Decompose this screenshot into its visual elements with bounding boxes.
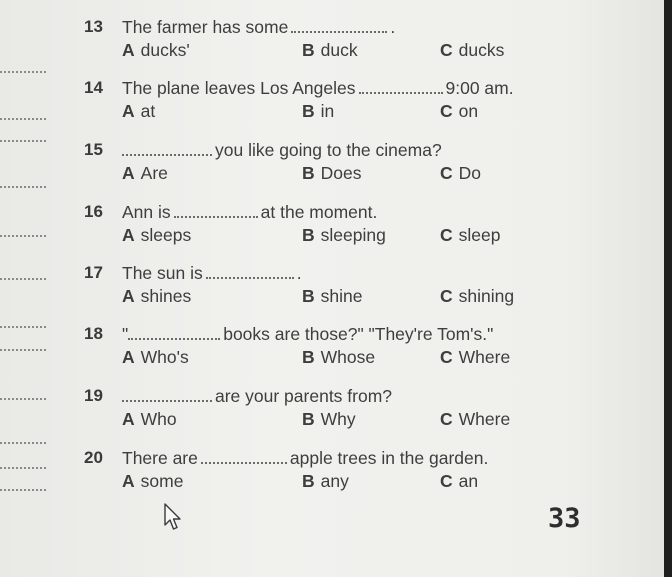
question-text	[122, 17, 395, 38]
question-text-after: are your parents from?	[215, 386, 393, 406]
option-text: Are	[140, 163, 168, 183]
question-text-after: apple trees in the garden.	[289, 448, 489, 468]
option-letter: A	[122, 471, 135, 491]
question-19	[0, 386, 600, 434]
question-text	[122, 386, 392, 407]
option-b[interactable]	[302, 286, 362, 307]
question-text	[122, 78, 514, 99]
option-letter: A	[122, 40, 135, 60]
option-b[interactable]	[302, 409, 356, 430]
question-text-before: Ann is	[122, 202, 171, 222]
answer-blank[interactable]	[359, 80, 443, 94]
question-text-after: you like going to the cinema?	[215, 140, 442, 160]
option-text: any	[320, 471, 349, 491]
option-a[interactable]	[122, 347, 189, 368]
option-text: on	[458, 101, 479, 121]
option-c[interactable]	[440, 286, 514, 307]
question-number: 20	[84, 448, 103, 467]
option-c[interactable]	[440, 101, 478, 122]
option-text: in	[320, 101, 335, 121]
question-text-before: The plane leaves Los Angeles	[122, 78, 356, 98]
option-letter: B	[302, 101, 315, 121]
question-number: 18	[84, 324, 103, 343]
question-number: 14	[84, 78, 103, 97]
question-15	[0, 140, 600, 188]
option-c[interactable]	[440, 40, 504, 61]
question-number: 19	[84, 386, 103, 405]
answer-blank[interactable]	[128, 326, 220, 340]
option-letter: A	[122, 286, 135, 306]
answer-blank[interactable]	[174, 204, 258, 218]
answer-blank[interactable]	[201, 450, 287, 464]
option-b[interactable]	[302, 40, 358, 61]
option-text: ducks'	[140, 40, 190, 60]
option-c[interactable]	[440, 409, 510, 430]
option-letter: A	[122, 409, 135, 429]
page-number: 33	[548, 503, 581, 534]
question-text	[122, 140, 442, 161]
option-text: duck	[320, 40, 358, 60]
option-letter: C	[440, 225, 453, 245]
option-text: Where	[458, 409, 511, 429]
option-b[interactable]	[302, 347, 375, 368]
option-text: Why	[320, 409, 356, 429]
answer-blank[interactable]	[206, 265, 294, 279]
option-c[interactable]	[440, 471, 478, 492]
option-text: ducks	[458, 40, 505, 60]
option-letter: B	[302, 225, 315, 245]
option-letter: C	[440, 163, 453, 183]
option-letter: B	[302, 347, 315, 367]
option-letter: C	[440, 101, 453, 121]
question-number: 15	[84, 140, 103, 159]
option-text: Does	[320, 163, 362, 183]
option-letter: A	[122, 347, 135, 367]
answer-blank[interactable]	[291, 19, 387, 33]
option-text: at	[140, 101, 156, 121]
option-c[interactable]	[440, 347, 510, 368]
option-c[interactable]	[440, 225, 500, 246]
answer-blank[interactable]	[122, 388, 212, 402]
option-text: sleeping	[320, 225, 386, 245]
option-text: Whose	[320, 347, 376, 367]
option-letter: A	[122, 101, 135, 121]
question-number: 13	[84, 17, 103, 36]
question-text-after: at the moment.	[260, 202, 378, 222]
option-letter: C	[440, 40, 453, 60]
question-text-before: The farmer has some	[122, 17, 289, 37]
option-letter: C	[440, 347, 453, 367]
option-text: some	[140, 471, 184, 491]
option-letter: A	[122, 163, 135, 183]
question-text-before: There are	[122, 448, 198, 468]
option-b[interactable]	[302, 101, 334, 122]
question-18	[0, 324, 600, 372]
question-number: 17	[84, 263, 103, 282]
margin-answer-line	[0, 434, 46, 444]
option-b[interactable]	[302, 471, 349, 492]
option-text: Do	[458, 163, 482, 183]
option-a[interactable]	[122, 101, 155, 122]
option-text: sleeps	[140, 225, 192, 245]
option-letter: C	[440, 471, 453, 491]
option-letter: B	[302, 409, 315, 429]
option-text: Who	[140, 409, 177, 429]
page-edge-shadow	[664, 0, 672, 577]
option-text: shines	[140, 286, 192, 306]
question-text-before: The sun is	[122, 263, 203, 283]
option-text: sleep	[458, 225, 501, 245]
question-number: 16	[84, 202, 103, 221]
question-17	[0, 263, 600, 311]
option-b[interactable]	[302, 225, 386, 246]
option-a[interactable]	[122, 409, 177, 430]
option-text: an	[458, 471, 479, 491]
question-text	[122, 263, 302, 284]
option-letter: A	[122, 225, 135, 245]
option-c[interactable]	[440, 163, 481, 184]
question-text	[122, 202, 377, 223]
question-13	[0, 17, 600, 65]
option-a[interactable]	[122, 225, 191, 246]
option-text: shine	[320, 286, 363, 306]
option-a[interactable]	[122, 471, 183, 492]
question-text	[122, 448, 488, 469]
option-letter: B	[302, 286, 315, 306]
question-text-after: .	[296, 263, 302, 283]
option-letter: C	[440, 286, 453, 306]
option-letter: B	[302, 40, 315, 60]
option-text: shining	[458, 286, 515, 306]
answer-blank[interactable]	[122, 142, 212, 156]
option-a[interactable]	[122, 40, 190, 61]
question-text-before: "	[122, 324, 129, 344]
question-14	[0, 78, 600, 126]
question-20	[0, 448, 600, 496]
option-text: Who's	[140, 347, 189, 367]
option-a[interactable]	[122, 286, 191, 307]
option-letter: B	[302, 163, 315, 183]
question-text	[122, 324, 493, 345]
question-text-after: 9:00 am.	[445, 78, 514, 98]
option-letter: B	[302, 471, 315, 491]
question-16	[0, 202, 600, 250]
question-text-after: books are those?" "They're Tom's."	[223, 324, 494, 344]
question-text-after: .	[390, 17, 396, 37]
option-b[interactable]	[302, 163, 362, 184]
option-letter: C	[440, 409, 453, 429]
option-a[interactable]	[122, 163, 168, 184]
mouse-pointer-icon	[164, 503, 182, 536]
option-text: Where	[458, 347, 511, 367]
